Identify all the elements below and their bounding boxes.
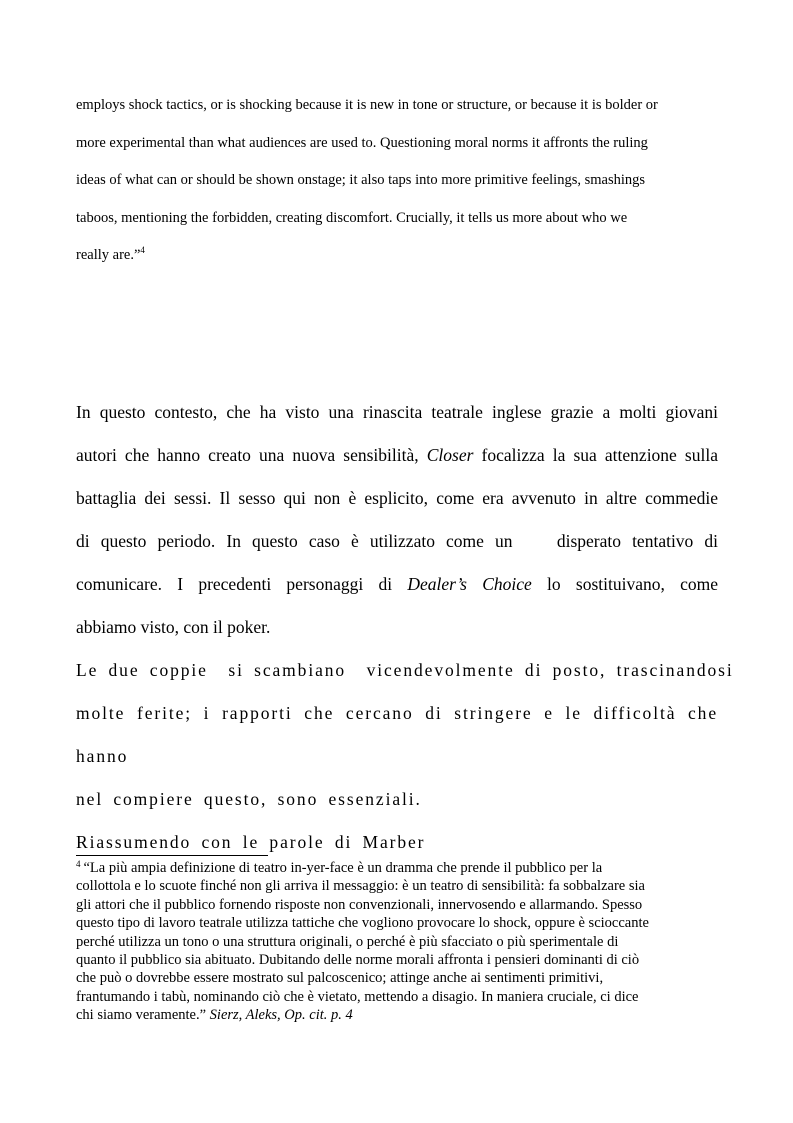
quote-line: more experimental than what audiences are used to. Questioning moral norms it affronts the ruling <box>76 134 648 151</box>
quote-line: taboos, mentioning the forbidden, creating discomfort. Crucially, it tells us more about who we <box>76 209 628 226</box>
footnote-line: $^4$ “La più ampia definizione di teatro in-yer-face è un dramma che prende il pubblico per la <box>76 859 603 876</box>
quote-last-line <box>76 237 718 275</box>
body-line: battaglia dei sessi. Il sesso qui non è esplicito, come era avvenuto in altre commedie <box>76 488 718 508</box>
footnote-line: collottola e lo scuote finché non gli arriva il messaggio: è un teatro di sensibilità: fa sobbalzare sia <box>76 878 645 895</box>
footnote-number: 4 <box>76 859 81 869</box>
footnote-line: frantumando i tabù, nominando ciò che è vietato, mettendo a disagio. In maniera cruciale, ci dice <box>76 988 639 1005</box>
footnote-line: gli attori che il pubblico fornendo risposte non convenzionali, innervosendo e allarmando. Spesso <box>76 896 643 913</box>
body-line: In questo contesto, che ha visto una rinascita teatrale inglese grazie a molti giovani <box>76 402 718 422</box>
footnote-line: che può o dovrebbe essere mostrato sul palcoscenico; attinge anche ai sentimenti primitivi, <box>76 970 604 987</box>
body-line: nel compiere questo, sono essenziali. <box>76 789 422 809</box>
main-text <box>76 391 734 864</box>
footnote-separator <box>76 855 268 856</box>
body-line: molte ferite; i rapporti che cercano di stringere e le difficoltà che hanno <box>76 703 718 766</box>
body-line: autori che hanno creato una nuova sensibilità, Closer focalizza la sua attenzione sulla <box>76 445 718 465</box>
body-line: di questo periodo. In questo caso è utilizzato come un disperato tentativo di <box>76 531 718 551</box>
english-quote <box>76 87 718 275</box>
citation: Sierz, Aleks, Op. cit. p. 4 <box>209 1007 353 1024</box>
body-line: Le due coppie si scambiano vicendevolmente di posto, trascinandosi <box>76 660 734 680</box>
footnote-line: questo tipo di lavoro teatrale utilizza tattiche che vogliono provocare lo shock, oppure è scioccante <box>76 915 649 932</box>
quote-line: employs shock tactics, or is shocking because it is new in tone or structure, or because it is bolder or <box>76 97 658 113</box>
body-line: Riassumendo con le parole di Marber <box>76 832 426 852</box>
footnote <box>76 859 718 1025</box>
footnote-line: perché utilizza un tono o una struttura originali, o perché è più sfacciato o più sperimentale di <box>76 933 619 950</box>
play-title-dealers-choice: Dealer’s Choice <box>407 574 532 594</box>
play-title-closer: Closer <box>426 445 474 465</box>
footnote-line: chi siamo veramente.” Sierz, Aleks, Op. cit. p. 4 <box>76 1007 353 1024</box>
body-line: comunicare. I precedenti personaggi di Dealer’s Choice lo sostituivano, come <box>76 574 718 594</box>
quote-line: really are.” <box>76 247 141 263</box>
body-line: abbiamo visto, con il poker. <box>76 617 271 637</box>
footnote-reference[interactable]: 4 <box>140 245 145 255</box>
quote-line: ideas of what can or should be shown onstage; it also taps into more primitive feelings, smashings <box>76 172 646 188</box>
footnote-line: quanto il pubblico sia abituato. Dubitando delle norme morali affronta i pensieri dominanti di ciò <box>76 952 640 969</box>
